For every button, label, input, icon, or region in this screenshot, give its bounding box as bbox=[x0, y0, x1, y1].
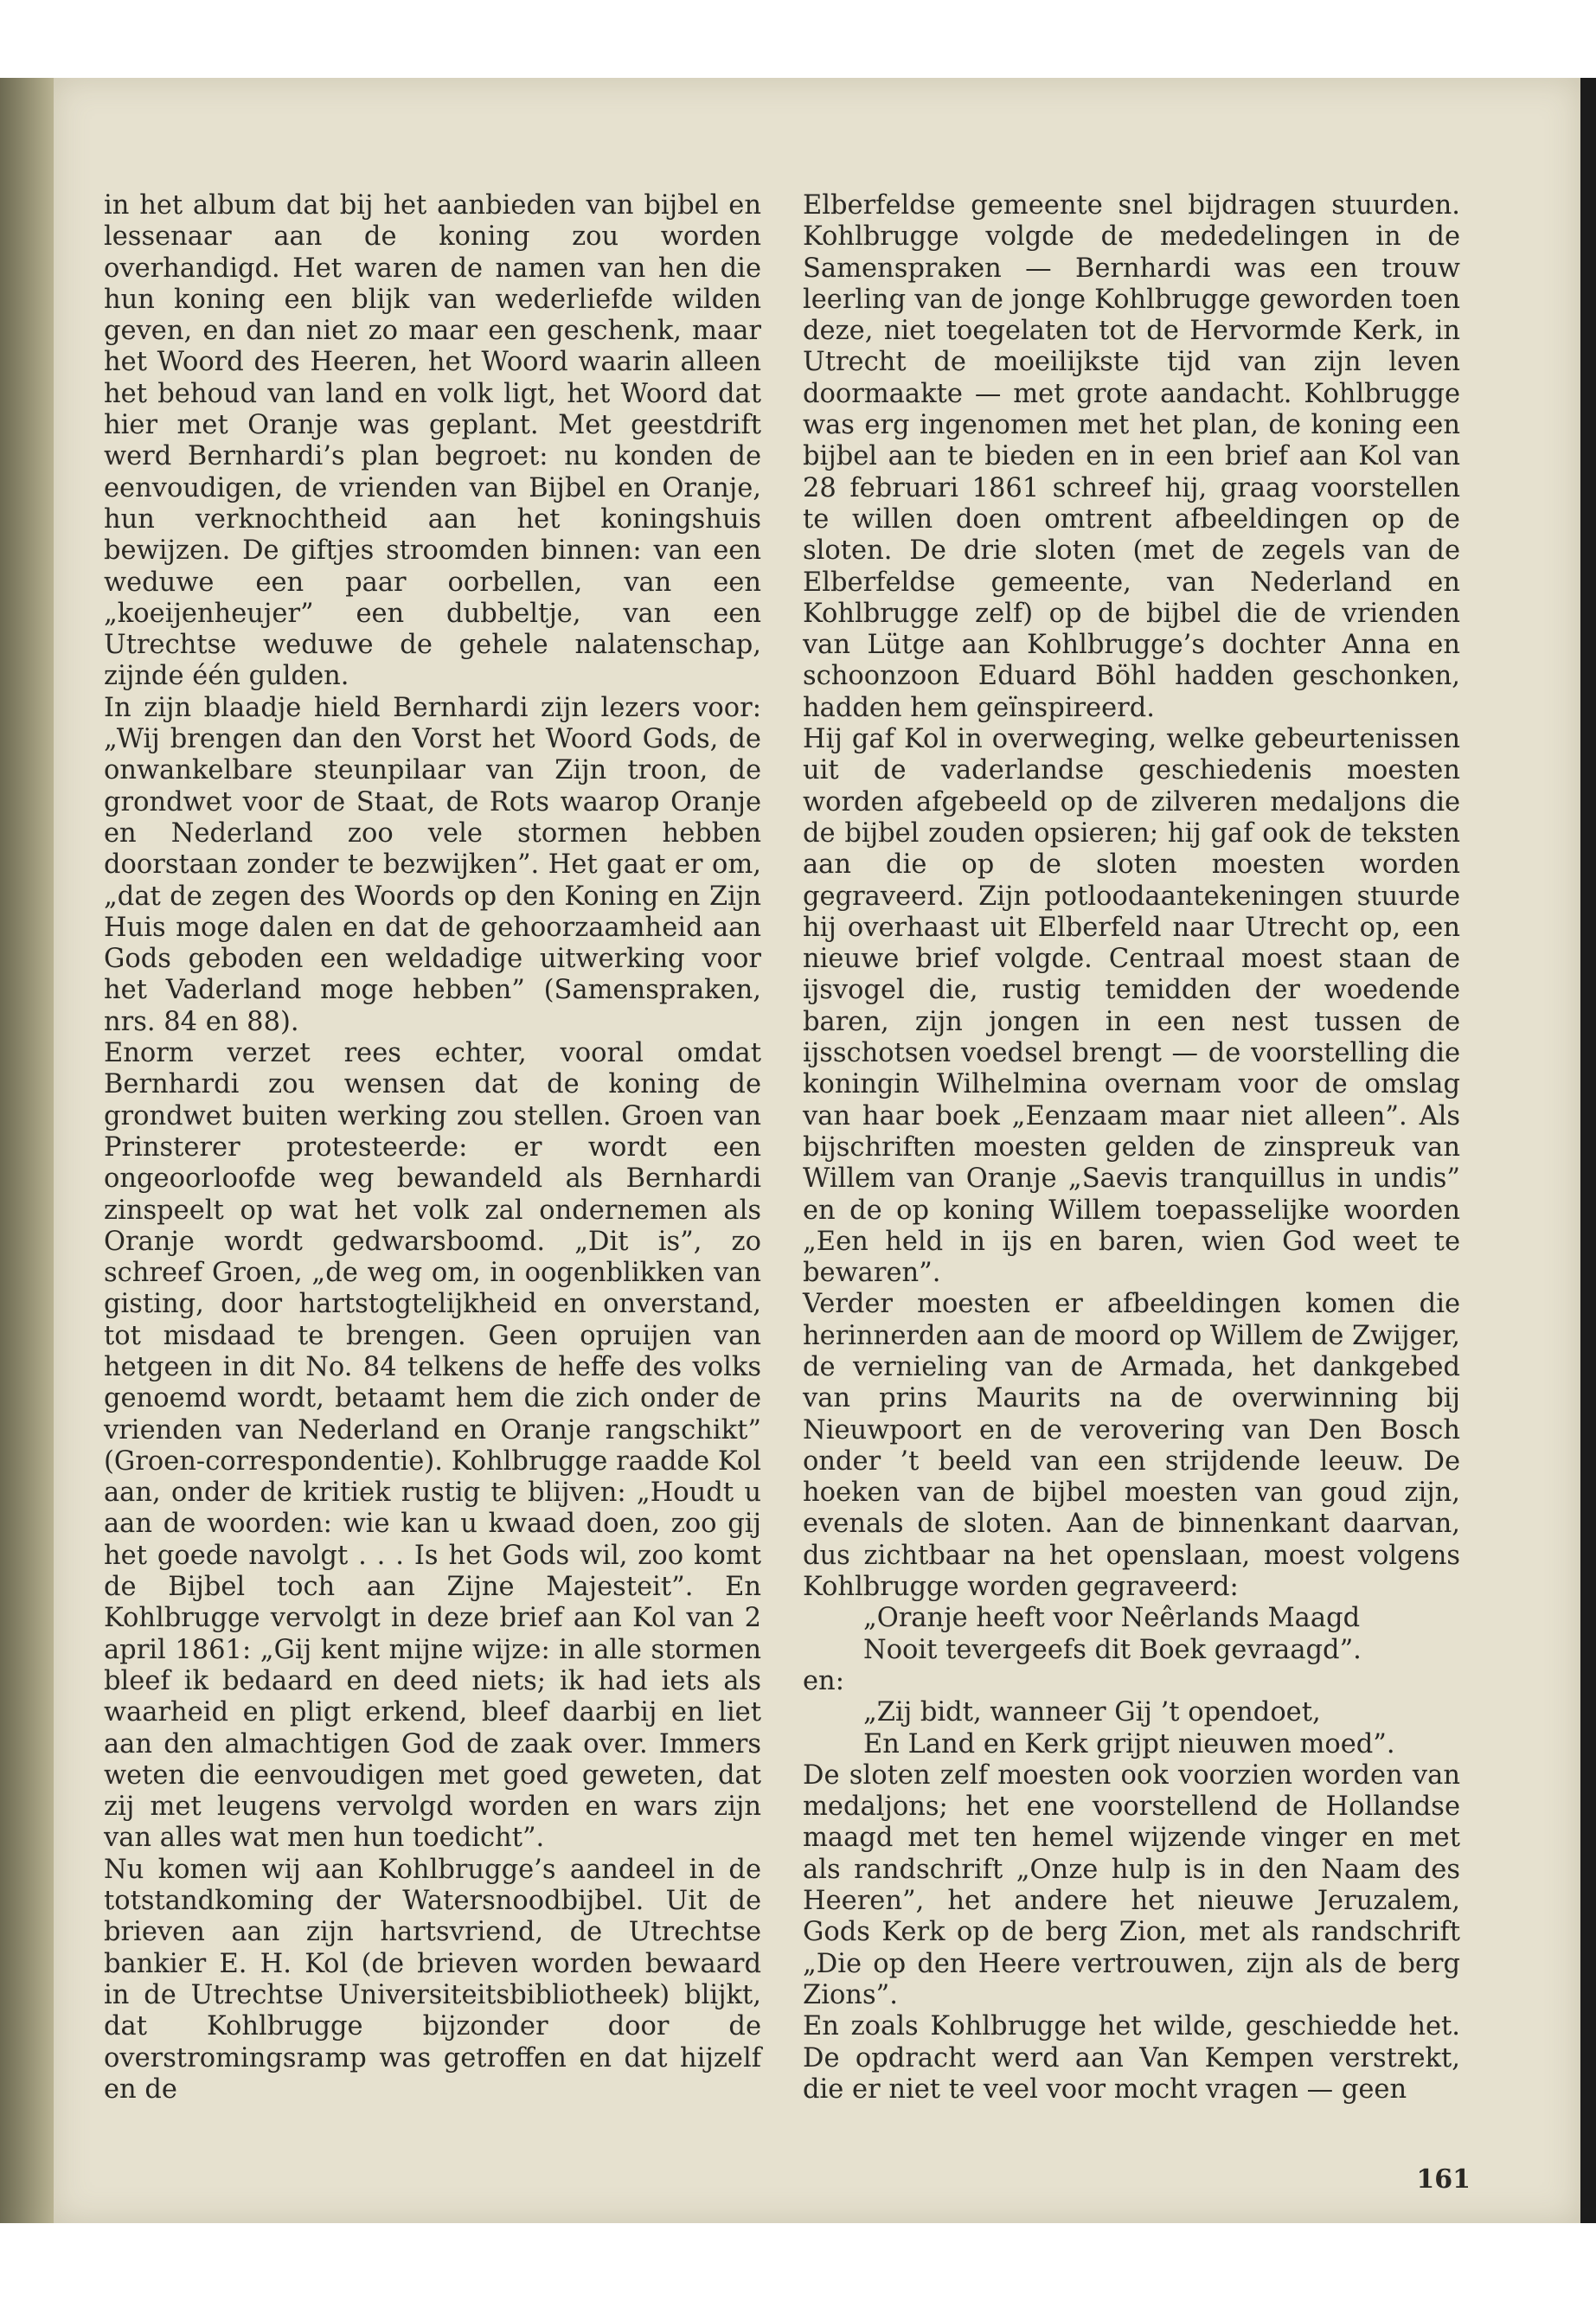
paragraph: in het album dat bij het aanbieden van bijbel en lessenaar aan de koning zou worden overhandigd. Het waren de namen van hen die hun koning een blijk van wederliefde wilden geven, en dan niet zo maar een geschenk, maar het Woord des Heeren, het Woord waarin alleen het behoud van land en volk ligt, het Woord dat hier met Oranje was geplant. Met geestdrift werd Bernhardi’s plan begroet: nu konden de eenvoudigen, de vrienden van Bijbel en Oranje, hun verknochtheid aan het koningshuis bewijzen. De giftjes stroomden binnen: van een weduwe een paar oorbellen, van een „koeijenheujer” een dubbeltje, van een Utrechtse weduwe de gehele nalatenschap, zijnde één gulden. bbox=[104, 190, 761, 692]
paragraph: De sloten zelf moesten ook voorzien worden van medaljons; het ene voorstellend de Hollandse maagd met ten hemel wijzende vinger en met als randschrift „Onze hulp is in den Naam des Heeren”, het andere het nieuwe Jeruzalem, Gods Kerk op de berg Zion, met als randschrift „Die op den Heere vertrouwen, zijn als de berg Zions”. bbox=[803, 1759, 1460, 2010]
verse-line: Nooit tevergeefs dit Boek gevraagd”. bbox=[863, 1634, 1362, 1665]
verse-quote-1 bbox=[803, 1603, 1460, 1666]
scan-top-margin bbox=[0, 0, 1596, 78]
paragraph: Hij gaf Kol in overweging, welke gebeurtenissen uit de vaderlandse geschiedenis moesten worden afgebeeld op de zilveren medaljons die de bijbel zouden opsieren; hij gaf ook de teksten aan die op de sloten moesten worden gegraveerd. Zijn potloodaantekeningen stuurde hij overhaast uit Elberfeld naar Utrecht op, een nieuwe brief volgde. Centraal moest staan de ijsvogel die, rustig temidden der woedende baren, zijn jongen in een nest tussen de ijsschotsen voedsel brengt — de voorstelling die koningin Wilhelmina overnam voor de omslag van haar boek „Eenzaam maar niet alleen”. Als bijschriften moesten gelden de zinspreuk van Willem van Oranje „Saevis tranquillus in undis” en de op koning Willem toepasselijke woorden „Een held in ijs en baren, wien God weet te bewaren”. bbox=[803, 724, 1460, 1289]
verse-quote-2 bbox=[803, 1697, 1460, 1760]
page-number: 161 bbox=[1416, 2164, 1471, 2195]
right-text-column bbox=[803, 190, 1460, 2106]
paragraph: Elberfeldse gemeente snel bijdragen stuurden. Kohlbrugge volgde de mededelingen in de Samenspraken — Bernhardi was een trouw leerling van de jonge Kohlbrugge geworden toen deze, niet toegelaten tot de Hervormde Kerk, in Utrecht de moeilijkste tijd van zijn leven doormaakte — met grote aandacht. Kohlbrugge was erg ingenomen met het plan, de koning een bijbel aan te bieden en in een brief aan Kol van 28 februari 1861 schreef hij, graag voorstellen te willen doen omtrent afbeeldingen op de sloten. De drie sloten (met de zegels van de Elberfeldse gemeente, van Nederland en Kohlbrugge zelf) op de bijbel die de vrienden van Lütge aan Kohlbrugge’s dochter Anna en schoonzoon Eduard Böhl hadden geschonken, hadden hem geïnspireerd. bbox=[803, 190, 1460, 723]
verse-line: „Oranje heeft voor Neêrlands Maagd bbox=[863, 1603, 1361, 1634]
paragraph: Verder moesten er afbeeldingen komen die herinnerden aan de moord op Willem de Zwijger, de vernieling van de Armada, het dankgebed van prins Maurits na de overwinning bij Nieuwpoort en de verovering van Den Bosch onder ’t beeld van een strijdende leeuw. De hoeken van de bijbel moesten van goud zijn, evenals de sloten. Aan de binnenkant daarvan, dus zichtbaar na het openslaan, moest volgens Kohlbrugge worden gegraveerd: bbox=[803, 1289, 1460, 1603]
verse-label: en: bbox=[803, 1665, 844, 1696]
verse-line: „Zij bidt, wanneer Gij ’t opendoet, bbox=[863, 1697, 1321, 1728]
scan-bottom-margin bbox=[0, 2223, 1596, 2301]
book-spine-edge bbox=[0, 78, 54, 2223]
paragraph: In zijn blaadje hield Bernhardi zijn lezers voor: „Wij brengen dan den Vorst het Woord Gods, de onwankelbare steunpilaar van Zijn troon, de grondwet voor de Staat, de Rots waarop Oranje en Nederland zoo vele stormen hebben doorstaan zonder te bezwijken”. Het gaat er om, „dat de zegen des Woords op den Koning en Zijn Huis moge dalen en dat de gehoorzaamheid aan Gods geboden een weldadige uitwerking voor het Vaderland moge hebben” (Samenspraken, nrs. 84 en 88). bbox=[104, 692, 761, 1037]
paragraph: En zoals Kohlbrugge het wilde, geschiedde het. De opdracht werd aan Van Kempen verstrekt, die er niet te veel voor mocht vragen — geen bbox=[803, 2011, 1460, 2105]
paragraph: Enorm verzet rees echter, vooral omdat Bernhardi zou wensen dat de koning de grondwet buiten werking zou stellen. Groen van Prinsterer protesteerde: er wordt een ongeoorloofde weg bewandeld als Bernhardi zinspeelt op wat het volk zal ondernemen als Oranje wordt gedwarsboomd. „Dit is”, zo schreef Groen, „de weg om, in oogenblikken van gisting, door hartstogtelijkheid en onverstand, tot misdaad te brengen. Geen opruijen van hetgeen in dit No. 84 telkens de heffe des volks genoemd wordt, betaamt hem die zich onder de vrienden van Nederland en Oranje rangschikt” (Groen-correspondentie). Kohlbrugge raadde Kol aan, onder de kritiek rustig te blijven: „Houdt u aan de woorden: wie kan u kwaad doen, zoo gij het goede navolgt . . . Is het Gods wil, zoo komt de Bijbel toch aan Zijne Majesteit”. En Kohlbrugge vervolgt in deze brief aan Kol van 2 april 1861: „Gij kent mijne wijze: in alle stormen bleef ik bedaard en deed niets; ik had iets als waarheid en pligt erkend, bleef daarbij en liet aan den almachtigen God de zaak over. Immers weten die eenvoudigen met goed geweten, dat zij met leugens vervolgd worden en wars zijn van alles wat men hun toedicht”. bbox=[104, 1038, 761, 1854]
verse-line: En Land en Kerk grijpt nieuwen moed”. bbox=[863, 1728, 1395, 1759]
paragraph: Nu komen wij aan Kohlbrugge’s aandeel in de totstandkoming der Watersnoodbijbel. Uit de brieven aan zijn hartsvriend, de Utrechtse bankier E. H. Kol (de brieven worden bewaard in de Utrechtse Universiteitsbibliotheek) blijkt, dat Kohlbrugge bijzonder door de overstromingsramp was getroffen en dat hijzelf en de bbox=[104, 1854, 761, 2105]
left-text-column bbox=[104, 190, 761, 2106]
